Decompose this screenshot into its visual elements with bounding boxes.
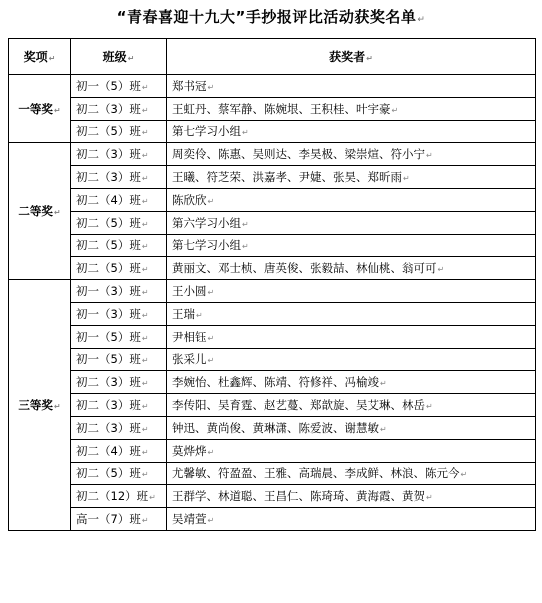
paragraph-mark-icon: ↵ [417, 15, 426, 25]
table-row [9, 97, 536, 120]
cell-mark-icon: ↵ [207, 333, 215, 343]
winners-cell [167, 166, 536, 189]
class-cell [71, 211, 167, 234]
cell-mark-icon: ↵ [141, 424, 149, 434]
winners-cell [167, 75, 536, 98]
cell-mark-icon: ↵ [141, 379, 149, 389]
winners-cell [167, 280, 536, 303]
class-label: 初一（3）班 [76, 306, 141, 321]
class-label: 初二（3）班 [76, 420, 141, 435]
class-cell [71, 234, 167, 257]
class-cell [71, 166, 167, 189]
cell-mark-icon: ↵ [207, 356, 215, 366]
winners-label: 王群学、林道聪、王昌仁、陈琦琦、黄海霞、黄贺 [172, 489, 425, 504]
prize-cell [9, 143, 71, 280]
winners-cell [167, 439, 536, 462]
cell-mark-icon: ↵ [242, 219, 249, 229]
class-label: 初二（5）班 [76, 215, 141, 230]
header-prize [9, 39, 71, 75]
cell-mark-icon: ↵ [141, 310, 149, 320]
prize-label: 一等奖 [18, 101, 53, 116]
winners-cell [167, 211, 536, 234]
cell-mark-icon: ↵ [141, 151, 149, 161]
winners-label: 王瑞 [172, 306, 195, 321]
class-cell [71, 416, 167, 439]
cell-mark-icon: ↵ [141, 219, 149, 229]
cell-mark-icon: ↵ [403, 174, 410, 184]
winners-cell [167, 394, 536, 417]
header-class-label: 班级 [102, 50, 127, 64]
class-label: 初二（3）班 [76, 398, 141, 413]
winners-cell [167, 120, 536, 143]
cell-mark-icon: ↵ [380, 379, 387, 389]
cell-mark-icon: ↵ [53, 402, 61, 412]
winners-cell [167, 143, 536, 166]
winners-label: 尤馨敏、符盈盈、王雅、高瑞晨、李成鲜、林浪、陈元今 [172, 466, 460, 481]
cell-mark-icon: ↵ [127, 54, 135, 63]
winners-cell [167, 508, 536, 531]
cell-mark-icon: ↵ [141, 265, 149, 275]
winners-cell [167, 234, 536, 257]
header-winners [167, 39, 536, 75]
table-row [9, 257, 536, 280]
document-title [0, 6, 542, 27]
table-row [9, 188, 536, 211]
table-row [9, 508, 536, 531]
cell-mark-icon: ↵ [242, 128, 249, 138]
table-row [9, 120, 536, 143]
winners-label: 钟迅、黄尚俊、黄琳潇、陈爱波、谢慧敏 [172, 420, 379, 435]
winners-cell [167, 348, 536, 371]
class-cell [71, 348, 167, 371]
table-header-row [9, 39, 536, 75]
class-cell [71, 508, 167, 531]
prize-cell [9, 280, 71, 531]
table-row [9, 75, 536, 98]
table-row [9, 143, 536, 166]
class-cell [71, 371, 167, 394]
winners-label: 王虹丹、蔡军静、陈婉垠、王积桂、叶宇豪 [172, 101, 391, 116]
class-cell [71, 302, 167, 325]
winners-label: 王小圆 [172, 284, 207, 299]
winners-label: 李婉怡、杜鑫辉、陈靖、符修祥、冯榆竣 [172, 375, 379, 390]
class-label: 初二（3）班 [76, 170, 141, 185]
class-cell [71, 188, 167, 211]
class-cell [71, 325, 167, 348]
cell-mark-icon: ↵ [426, 151, 433, 161]
cell-mark-icon: ↵ [48, 54, 56, 63]
winners-cell [167, 325, 536, 348]
cell-mark-icon: ↵ [53, 208, 61, 218]
cell-mark-icon: ↵ [207, 196, 215, 206]
cell-mark-icon: ↵ [437, 265, 445, 275]
class-cell [71, 97, 167, 120]
winners-label: 第七学习小组 [172, 124, 241, 139]
class-label: 初二（5）班 [76, 238, 141, 253]
class-label: 初二（12）班 [76, 489, 149, 504]
table-row [9, 325, 536, 348]
table-row [9, 371, 536, 394]
header-class [71, 39, 167, 75]
cell-mark-icon: ↵ [242, 242, 249, 252]
class-cell [71, 75, 167, 98]
winners-cell [167, 416, 536, 439]
class-label: 初一（5）班 [76, 329, 141, 344]
cell-mark-icon: ↵ [141, 516, 149, 526]
table-row [9, 439, 536, 462]
class-label: 初二（5）班 [76, 466, 141, 481]
class-cell [71, 394, 167, 417]
class-label: 初一（3）班 [76, 284, 141, 299]
cell-mark-icon: ↵ [391, 105, 399, 115]
cell-mark-icon: ↵ [207, 82, 215, 92]
class-label: 初二（4）班 [76, 192, 141, 207]
class-label: 初一（5）班 [76, 352, 141, 367]
cell-mark-icon: ↵ [426, 402, 433, 412]
class-label: 初一（5）班 [76, 78, 141, 93]
class-cell [71, 143, 167, 166]
winners-label: 黄丽文、邓士桢、唐英俊、张毅喆、林仙桃、翁可可 [172, 261, 437, 276]
header-prize-label: 奖项 [23, 50, 48, 64]
cell-mark-icon: ↵ [141, 105, 149, 115]
winners-label: 王曦、符芝荣、洪嘉孝、尹婕、张昊、郑昕雨 [172, 170, 402, 185]
winners-label: 第六学习小组 [172, 215, 241, 230]
winners-label: 郑书冠 [172, 78, 207, 93]
winners-label: 张采儿 [172, 352, 207, 367]
class-label: 初二（3）班 [76, 147, 141, 162]
class-cell [71, 485, 167, 508]
class-cell [71, 257, 167, 280]
cell-mark-icon: ↵ [141, 196, 149, 206]
winners-cell [167, 485, 536, 508]
cell-mark-icon: ↵ [141, 128, 149, 138]
table-row [9, 280, 536, 303]
cell-mark-icon: ↵ [426, 493, 433, 503]
winners-label: 陈欣欣 [172, 192, 207, 207]
class-cell [71, 120, 167, 143]
cell-mark-icon: ↵ [149, 493, 156, 503]
cell-mark-icon: ↵ [141, 447, 149, 457]
table-row [9, 416, 536, 439]
cell-mark-icon: ↵ [141, 174, 149, 184]
winners-label: 尹相钰 [172, 329, 207, 344]
class-label: 初二（3）班 [76, 101, 141, 116]
class-label: 初二（5）班 [76, 124, 141, 139]
cell-mark-icon: ↵ [207, 516, 215, 526]
class-cell [71, 280, 167, 303]
winners-cell [167, 97, 536, 120]
winners-label: 第七学习小组 [172, 238, 241, 253]
table-row [9, 462, 536, 485]
winners-cell [167, 257, 536, 280]
table-row [9, 166, 536, 189]
cell-mark-icon: ↵ [141, 82, 149, 92]
table-row [9, 234, 536, 257]
table-row [9, 348, 536, 371]
winners-label: 吴靖萱 [172, 512, 207, 527]
cell-mark-icon: ↵ [380, 424, 387, 434]
table-row [9, 485, 536, 508]
cell-mark-icon: ↵ [141, 356, 149, 366]
cell-mark-icon: ↵ [141, 333, 149, 343]
table-row [9, 394, 536, 417]
class-cell [71, 439, 167, 462]
cell-mark-icon: ↵ [207, 288, 215, 298]
cell-mark-icon: ↵ [141, 402, 149, 412]
cell-mark-icon: ↵ [207, 447, 215, 457]
awards-table [8, 38, 536, 531]
winners-cell [167, 371, 536, 394]
winners-cell [167, 188, 536, 211]
cell-mark-icon: ↵ [141, 470, 149, 480]
winners-label: 李传阳、吴育霆、赵艺蔓、郑歆旋、吴艾琳、林岳 [172, 398, 425, 413]
prize-label: 三等奖 [18, 398, 53, 413]
table-row [9, 302, 536, 325]
class-label: 初二（3）班 [76, 375, 141, 390]
cell-mark-icon: ↵ [196, 310, 203, 320]
header-winners-label: 获奖者 [329, 50, 366, 64]
class-label: 高一（7）班 [76, 512, 141, 527]
winners-label: 周奕伶、陈惠、吴则达、李昊极、梁崇煊、符小宁 [172, 147, 425, 162]
cell-mark-icon: ↵ [141, 288, 149, 298]
prize-label: 二等奖 [18, 204, 53, 219]
class-label: 初二（5）班 [76, 261, 141, 276]
cell-mark-icon: ↵ [141, 242, 149, 252]
cell-mark-icon: ↵ [53, 105, 61, 115]
cell-mark-icon: ↵ [460, 470, 468, 480]
winners-cell [167, 462, 536, 485]
winners-cell [167, 302, 536, 325]
table-row [9, 211, 536, 234]
class-label: 初二（4）班 [76, 443, 141, 458]
title-text: “青春喜迎十九大”手抄报评比活动获奖名单 [116, 8, 417, 26]
cell-mark-icon: ↵ [366, 54, 373, 63]
prize-cell [9, 75, 71, 143]
winners-label: 莫烨烨 [172, 443, 207, 458]
class-cell [71, 462, 167, 485]
